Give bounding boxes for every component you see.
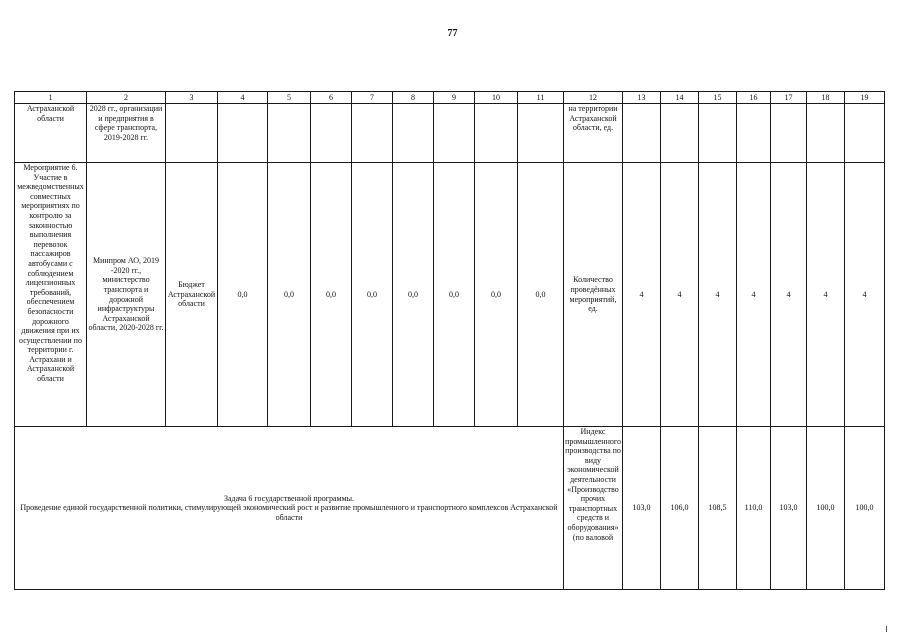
- executor-cell: Минпром АО, 2019 -2020 гг., министерство транспорта и дорожной инфраструктуры Астраханской области, 2020-2028 гг.: [87, 163, 166, 427]
- column-number: 13: [623, 92, 661, 104]
- executor-cell: 2028 гг., организации и предприятия в сфере транспорта, 2019-2028 гг.: [87, 104, 166, 163]
- target-value-cell: [845, 104, 885, 163]
- column-number: 10: [475, 92, 518, 104]
- funding-value-cell: 0,0: [393, 163, 434, 427]
- target-value-cell: [807, 104, 845, 163]
- target-value-cell: [771, 104, 807, 163]
- column-number: 2: [87, 92, 166, 104]
- funding-value-cell: [218, 104, 268, 163]
- column-number: 18: [807, 92, 845, 104]
- target-value-cell: 4: [661, 163, 699, 427]
- column-number: 9: [434, 92, 475, 104]
- funding-value-cell: 0,0: [475, 163, 518, 427]
- column-number: 1: [15, 92, 87, 104]
- funding-value-cell: 0,0: [434, 163, 475, 427]
- funding-source-cell: [166, 104, 218, 163]
- column-number: 4: [218, 92, 268, 104]
- target-value-cell: 103,0: [623, 427, 661, 590]
- task-cell: [15, 427, 564, 590]
- page-number: 77: [447, 28, 458, 39]
- target-value-cell: [623, 104, 661, 163]
- program-table: [14, 91, 885, 590]
- funding-value-cell: [352, 104, 393, 163]
- target-value-cell: 100,0: [807, 427, 845, 590]
- funding-value-cell: [311, 104, 352, 163]
- target-value-cell: [699, 104, 737, 163]
- indicator-cell: Индекс промышленного производства по виду экономической деятельности «Производство прочих транспортных средств и оборудования» (по валовой: [564, 427, 623, 590]
- target-value-cell: 100,0: [845, 427, 885, 590]
- table-row: [15, 104, 885, 163]
- column-number: 12: [564, 92, 623, 104]
- target-value-cell: [737, 104, 771, 163]
- activity-name-cell: Астраханской области: [15, 104, 87, 163]
- target-value-cell: 4: [737, 163, 771, 427]
- column-number: 5: [268, 92, 311, 104]
- target-value-cell: [661, 104, 699, 163]
- funding-value-cell: 0,0: [268, 163, 311, 427]
- column-number: 7: [352, 92, 393, 104]
- target-value-cell: 108,5: [699, 427, 737, 590]
- column-number: 8: [393, 92, 434, 104]
- target-value-cell: 4: [699, 163, 737, 427]
- target-value-cell: 4: [807, 163, 845, 427]
- funding-value-cell: [268, 104, 311, 163]
- task-title: Задача 6 государственной программы.: [223, 493, 355, 503]
- funding-value-cell: [434, 104, 475, 163]
- target-value-cell: 110,0: [737, 427, 771, 590]
- funding-source-cell: Бюджет Астраханской области: [166, 163, 218, 427]
- column-number: 14: [661, 92, 699, 104]
- funding-value-cell: [518, 104, 564, 163]
- column-number: 17: [771, 92, 807, 104]
- target-value-cell: 4: [771, 163, 807, 427]
- funding-value-cell: 0,0: [218, 163, 268, 427]
- activity-name-cell: Мероприятие 6. Участие в межведомственных совместных мероприятиях по контролю за законностью выполнения перевозок пассажиров автобусами с соблюдением лицензионных требований, обеспечением безопасности дорожного движения при их осуществлении по территории г. Астрахани и Астраханской области: [15, 163, 87, 427]
- column-number-row: [15, 92, 885, 104]
- target-value-cell: 103,0: [771, 427, 807, 590]
- funding-value-cell: [393, 104, 434, 163]
- column-number: 15: [699, 92, 737, 104]
- funding-value-cell: [475, 104, 518, 163]
- column-number: 6: [311, 92, 352, 104]
- target-value-cell: 4: [623, 163, 661, 427]
- column-number: 19: [845, 92, 885, 104]
- column-number: 16: [737, 92, 771, 104]
- column-number: 11: [518, 92, 564, 104]
- scan-mark: [886, 626, 887, 632]
- funding-value-cell: 0,0: [311, 163, 352, 427]
- column-number: 3: [166, 92, 218, 104]
- target-value-cell: 4: [845, 163, 885, 427]
- task-description: Проведение единой государственной политики, стимулирующей экономический рост и развитие промышленного и транспортного комплексов Астраханской области: [20, 503, 558, 522]
- indicator-cell: Количество проведённых мероприятий, ед.: [564, 163, 623, 427]
- funding-value-cell: 0,0: [352, 163, 393, 427]
- funding-value-cell: 0,0: [518, 163, 564, 427]
- table-row: [15, 163, 885, 427]
- indicator-cell: на территории Астраханской области, ед.: [564, 104, 623, 163]
- target-value-cell: 106,0: [661, 427, 699, 590]
- task-row: [15, 427, 885, 590]
